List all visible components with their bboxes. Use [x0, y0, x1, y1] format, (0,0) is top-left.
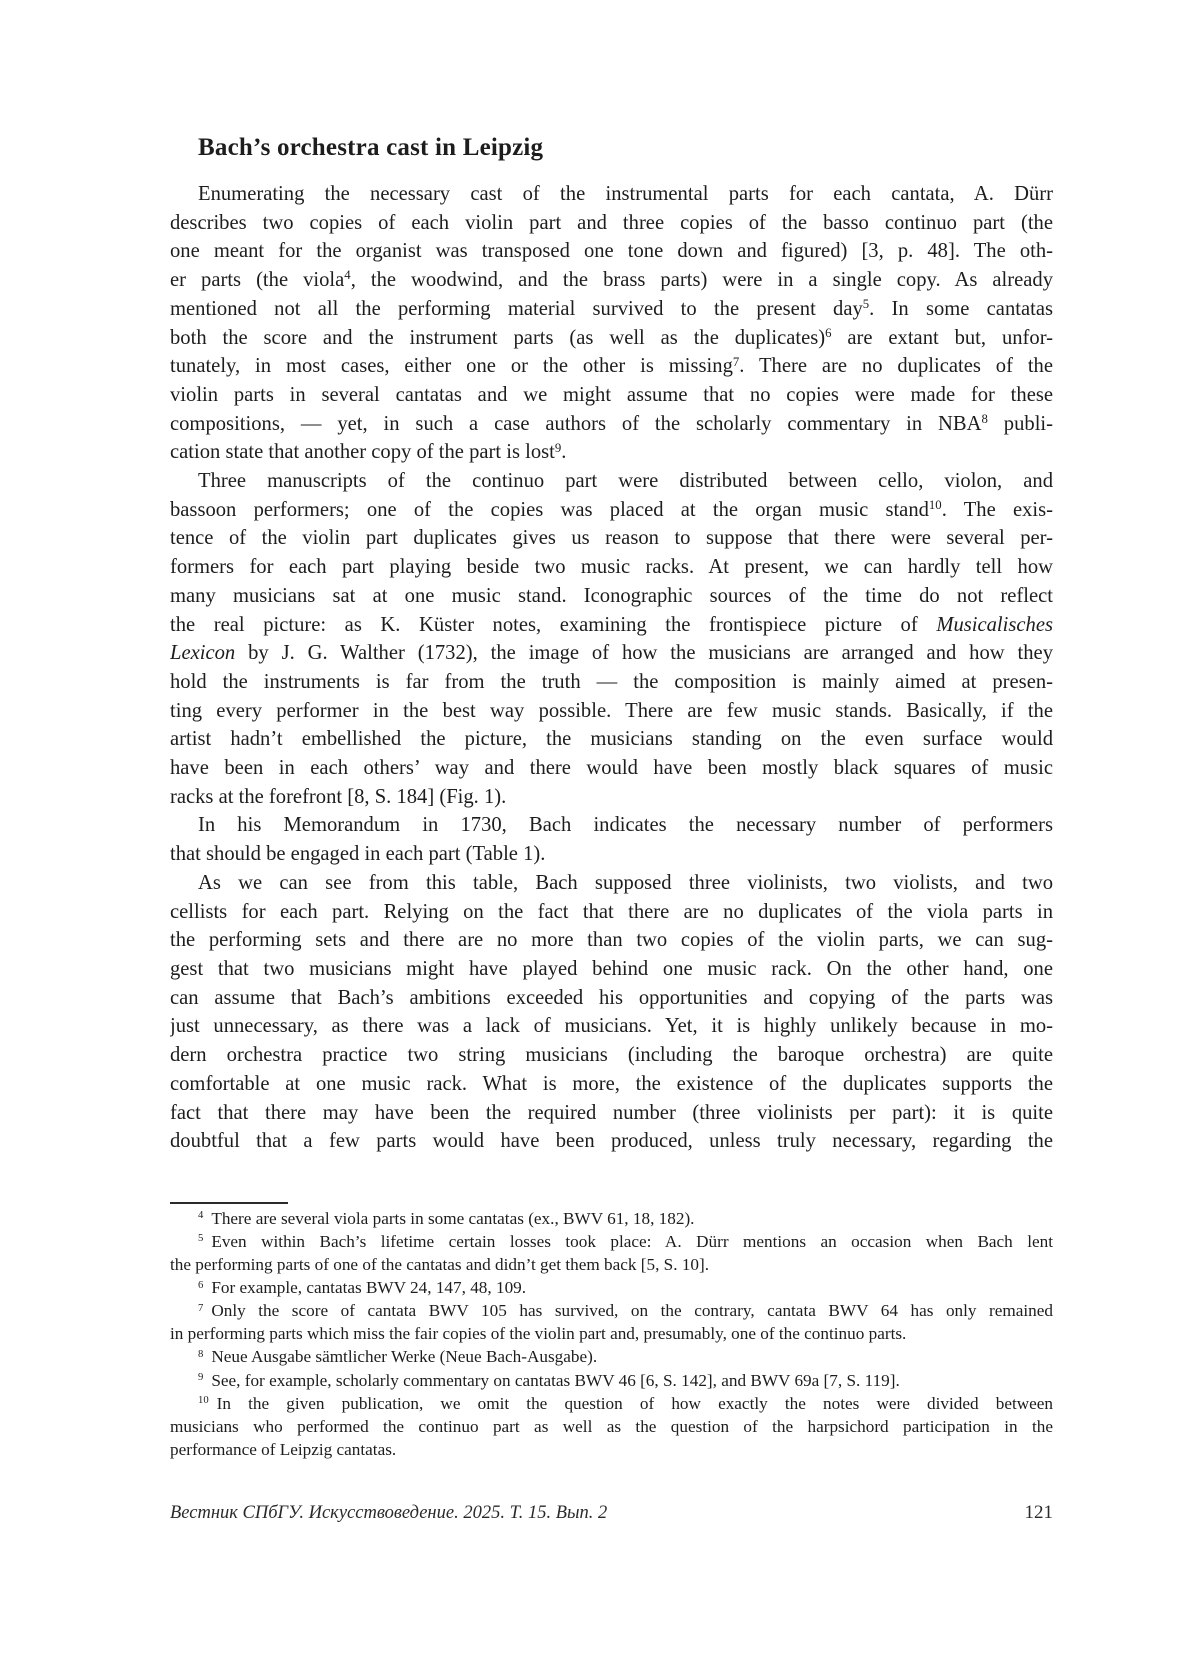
- page-number: 121: [1024, 1501, 1053, 1523]
- text-line: $^{10}$ In the given publication, we omit the question of how exactly the notes were divided between: [198, 1393, 1053, 1413]
- text-line: As we can see from this table, Bach supposed three violinists, two violists, and two: [198, 871, 1053, 894]
- text-line: compositions, — yet, in such a case authors of the scholarly commentary in NBA$^8$ publi-: [170, 411, 1053, 435]
- footnote-ref: 4: [344, 268, 351, 283]
- text-line: that should be engaged in each part (Table 1).: [170, 843, 546, 866]
- text-line: tence of the violin part duplicates gives us reason to suppose that there were several per-: [170, 527, 1053, 550]
- text-line: doubtful that a few parts would have been produced, unless truly necessary, regarding the: [170, 1130, 1053, 1153]
- text-line: musicians who performed the continuo part as well as the question of the harpsichord participation in the: [170, 1416, 1053, 1436]
- footnote: [170, 1345, 1053, 1368]
- page-footer: [170, 1502, 1053, 1524]
- text-line: $^7$ Only the score of cantata BWV 105 has survived, on the contrary, cantata BWV 64 has only remained: [198, 1301, 1053, 1321]
- footnote: [170, 1207, 1053, 1230]
- text-line: er parts (the viola$^4$, the woodwind, and the brass parts) were in a single copy. As already: [170, 268, 1053, 292]
- text-line: Enumerating the necessary cast of the instrumental parts for each cantata, A. Dürr: [198, 183, 1053, 205]
- text-line: fact that there may have been the required number (three violinists per part): it is quite: [170, 1101, 1053, 1124]
- footnote-ref: 6: [825, 325, 832, 340]
- text-line: cellists for each part. Relying on the fact that there are no duplicates of the viola parts in: [170, 900, 1053, 923]
- footnote-ref: 10: [928, 498, 942, 513]
- text-line: describes two copies of each violin part and three copies of the basso continuo part (the: [170, 211, 1053, 234]
- text-line: in performing parts which miss the fair copies of the violin part and, presumably, one of the continuo parts.: [170, 1324, 907, 1344]
- text-line: the real picture: as K. Küster notes, examining the frontispiece picture of Musicalisches: [170, 613, 1053, 636]
- text-line: dern orchestra practice two string musicians (including the baroque orchestra) are quite: [170, 1044, 1053, 1067]
- text-line: tunately, in most cases, either one or the other is missing$^7$. There are no duplicates of the: [170, 354, 1053, 378]
- footnote: [170, 1369, 1053, 1392]
- journal-title: Вестник СПбГУ. Искусствоведение. 2025. Т. 15. Вып. 2: [170, 1502, 608, 1523]
- text-line: Lexicon by J. G. Walther (1732), the image of how the musicians are arranged and how they: [170, 642, 1053, 665]
- text-line: $^6$ For example, cantatas BWV 24, 147, 48, 109.: [198, 1278, 527, 1298]
- text-line: $^8$ Neue Ausgabe sämtlicher Werke (Neue Bach-Ausgabe).: [198, 1347, 598, 1367]
- text-line: $^9$ See, for example, scholarly commentary on cantatas BWV 46 [6, S. 142], and BWV 69a [7, S. 119].: [198, 1370, 900, 1390]
- footnotes: [170, 1207, 1053, 1461]
- footnote-ref: 6: [198, 1279, 204, 1291]
- footnote-ref: 7: [732, 354, 740, 369]
- text-line: one meant for the organist was transposed one tone down and figured) [3, p. 48]. The oth-: [170, 240, 1053, 263]
- text-line: just unnecessary, as there was a lack of musicians. Yet, it is highly unlikely because in mo-: [170, 1015, 1053, 1038]
- text-line: many musicians sat at one music stand. Iconographic sources of the time do not reflect: [170, 584, 1053, 607]
- text-line: In his Memorandum in 1730, Bach indicates the necessary number of performers: [198, 814, 1053, 837]
- text-line: racks at the forefront [8, S. 184] (Fig. 1).: [170, 785, 507, 808]
- text-line: artist hadn’t embellished the picture, the musicians standing on the even surface would: [170, 728, 1053, 751]
- text-line: comfortable at one music rack. What is more, the existence of the duplicates supports the: [170, 1072, 1053, 1095]
- text-line: performance of Leipzig cantatas.: [170, 1439, 397, 1459]
- text-line: ting every performer in the best way possible. There are few music stands. Basically, if the: [170, 699, 1053, 722]
- text-line: formers for each part playing beside two music racks. At present, we can hardly tell how: [170, 556, 1053, 579]
- footnote-ref: 8: [981, 411, 988, 426]
- footnote: [170, 1392, 1053, 1461]
- text-line: gest that two musicians might have played behind one music rack. On the other hand, one: [170, 957, 1053, 980]
- footnote-ref: 8: [198, 1348, 204, 1360]
- paragraph: [170, 869, 1053, 1156]
- text-line: cation state that another copy of the part is lost$^9$.: [170, 440, 567, 464]
- text-line: $^4$ There are several viola parts in some cantatas (ex., BWV 61, 18, 182).: [198, 1208, 695, 1228]
- body-text: [170, 180, 1053, 1156]
- text-line: the performing parts of one of the cantatas and didn’t get them back [5, S. 10].: [170, 1255, 710, 1275]
- text-line: violin parts in several cantatas and we might assume that no copies were made for these: [170, 383, 1053, 406]
- footnote-ref: 10: [198, 1395, 209, 1407]
- text-line: hold the instruments is far from the truth — the composition is mainly aimed at presen-: [170, 670, 1053, 693]
- footnote-ref: 4: [198, 1210, 204, 1222]
- page-title: Bach’s orchestra cast in Leipzig: [198, 134, 544, 161]
- text-line: mentioned not all the performing material survived to the present day$^5$. In some cantatas: [170, 297, 1053, 320]
- text-line: have been in each others’ way and there would have been mostly black squares of music: [170, 757, 1053, 780]
- footnote: [170, 1230, 1053, 1276]
- text-line: bassoon performers; one of the copies was placed at the organ music stand$^{10}$. The exis-: [170, 498, 1053, 521]
- footnote: [170, 1276, 1053, 1299]
- footnote-ref: 9: [198, 1372, 204, 1384]
- footnote-separator: [170, 1202, 288, 1204]
- page-content: [170, 133, 1053, 1524]
- paragraph: [170, 467, 1053, 811]
- footnote-ref: 5: [198, 1233, 204, 1245]
- italic-text: Musicalisches: [936, 613, 1053, 636]
- text-line: the performing sets and there are no more than two copies of the violin parts, we can sug-: [170, 929, 1053, 952]
- footnote: [170, 1299, 1053, 1345]
- footnote-ref: 7: [198, 1302, 204, 1314]
- paragraph: [170, 180, 1053, 467]
- footnote-ref: 5: [862, 297, 870, 312]
- italic-text: Lexicon: [170, 642, 236, 665]
- text-line: Three manuscripts of the continuo part were distributed between cello, violon, and: [198, 470, 1053, 493]
- text-line: $^5$ Even within Bach’s lifetime certain losses took place: A. Dürr mentions an occasion when Bach lent: [198, 1232, 1053, 1251]
- text-line: can assume that Bach’s ambitions exceeded his opportunities and copying of the parts was: [170, 986, 1053, 1009]
- text-line: both the score and the instrument parts (as well as the duplicates)$^6$ are extant but, unfor-: [170, 325, 1053, 349]
- footnote-ref: 9: [554, 440, 562, 455]
- paragraph: [170, 811, 1053, 868]
